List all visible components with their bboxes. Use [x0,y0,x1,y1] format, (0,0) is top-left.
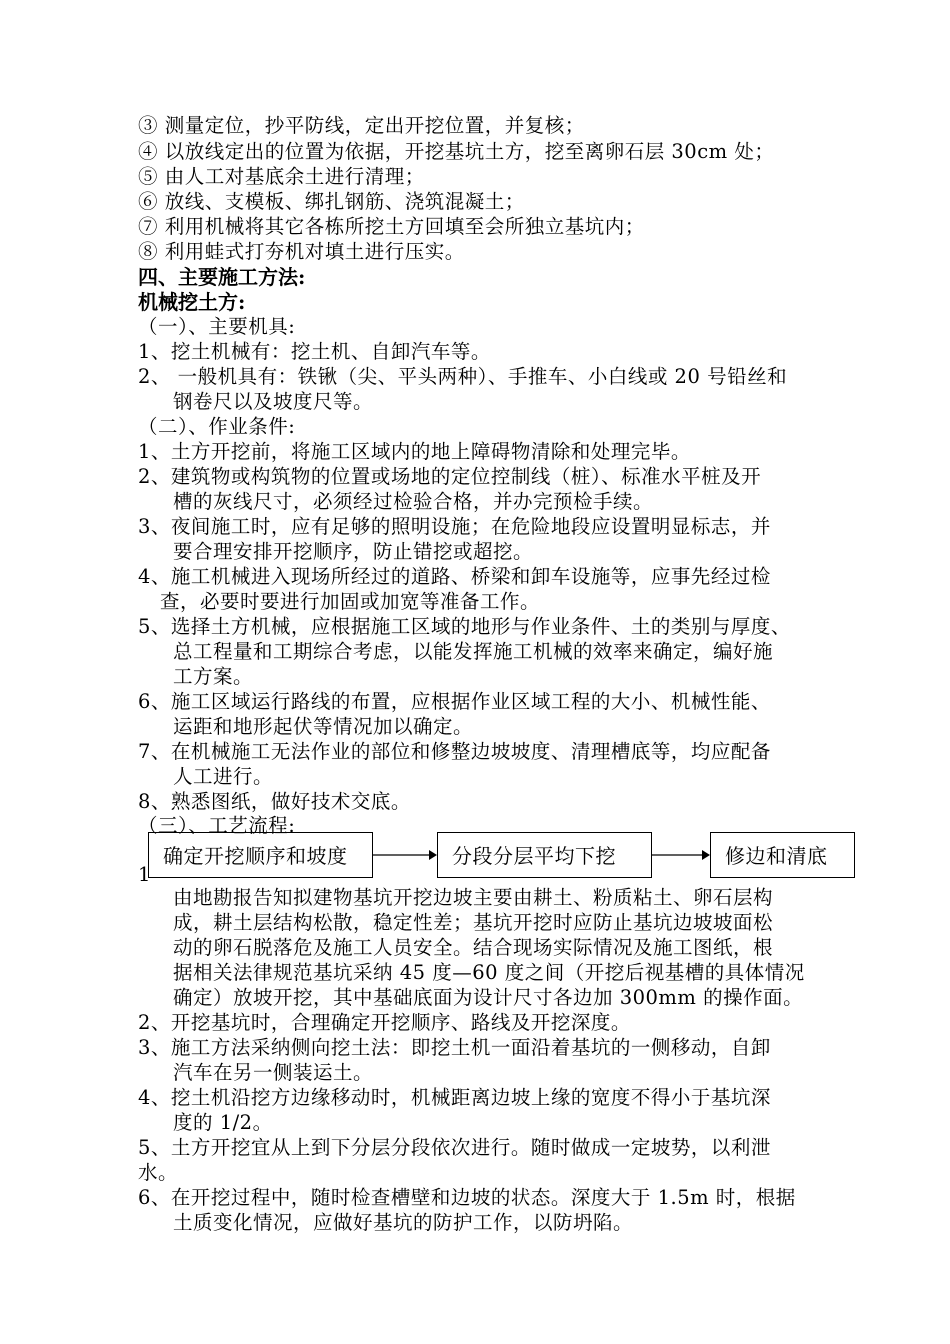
part2-item-7: 7、在机械施工无法作业的部位和修整边坡坡度、清理槽底等，均应配备 [138,740,771,763]
flow-box-3: 修边和清底 [710,832,855,878]
part1-heading: （一）、主要机具: [138,315,296,338]
part3-item-6-cont: 土质变化情况，应做好基坑的防护工作，以防坍陷。 [173,1211,634,1234]
part1-item-2-cont: 钢卷尺以及坡度尺等。 [173,390,374,413]
part2-item-5: 5、选择土方机械，应根据施工区域的地形与作业条件、土的类别与厚度、 [138,615,791,638]
part2-item-6-cont: 运距和地形起伏等情况加以确定。 [173,715,474,738]
flow-prefix: 1 [138,863,151,886]
step-7: ⑦ 利用机械将其它各栋所挖土方回填至会所独立基坑内； [138,215,645,238]
flow-box-2: 分段分层平均下挖 [437,832,652,878]
part3-item-6: 6、在开挖过程中，随时检查槽壁和边坡的状态。深度大于 1.5m 时，根据 [138,1186,796,1209]
step-6: ⑥ 放线、支模板、绑扎钢筋、浇筑混凝土； [138,190,525,213]
flow-box-1: 确定开挖顺序和坡度 [148,832,373,878]
step-3: ③ 测量定位，抄平防线，定出开挖位置，并复核； [138,114,585,137]
part2-item-1: 1、土方开挖前，将施工区域内的地上障碍物清除和处理完毕。 [138,440,691,463]
part2-item-5-cont2: 工方案。 [173,665,254,688]
section-title: 四、主要施工方法: [138,265,306,289]
part3-item-3: 3、施工方法采纳侧向挖土法：即挖土机一面沿着基坑的一侧移动，自卸 [138,1036,771,1059]
part2-heading: （二）、作业条件: [138,415,296,438]
part2-item-2: 2、建筑物或构筑物的位置或场地的定位控制线（桩）、标准水平桩及开 [138,465,762,488]
part2-item-5-cont: 总工程量和工期综合考虑，以能发挥施工机械的效率来确定，编好施 [173,640,774,663]
part3-item-4-cont: 度的 1/2。 [173,1111,273,1134]
flow-arrow-icon [373,848,437,862]
part3-item-5: 5、土方开挖宜从上到下分层分段依次进行。随时做成一定坡势，以利泄 [138,1136,771,1159]
part2-item-4-cont: 查，必要时要进行加固或加宽等准备工作。 [160,590,541,613]
part2-item-4: 4、施工机械进入现场所经过的道路、桥梁和卸车设施等，应事先经过检 [138,565,771,588]
part3-item-5-cont: 水。 [138,1161,179,1184]
part3-item-1-line-2: 成，耕土层结构松散，稳定性差；基坑开挖时应防止基坑边坡坡面松 [173,911,774,934]
flow-arrow-icon [652,848,710,862]
step-8: ⑧ 利用蛙式打夯机对填土进行压实。 [138,240,465,263]
part3-heading: （三）、工艺流程: [138,814,296,837]
part3-item-3-cont: 汽车在另一侧装运土。 [173,1061,374,1084]
subsection-title: 机械挖土方: [138,290,246,314]
part2-item-7-cont: 人工进行。 [173,765,274,788]
part2-item-3: 3、夜间施工时，应有足够的照明设施；在危险地段应设置明显标志，并 [138,515,771,538]
part2-item-6: 6、施工区域运行路线的布置，应根据作业区域工程的大小、机械性能、 [138,690,771,713]
part2-item-8: 8、熟悉图纸，做好技术交底。 [138,790,411,813]
part2-item-3-cont: 要合理安排开挖顺序，防止错挖或超挖。 [173,540,534,563]
part3-item-1-line-4: 据相关法律规范基坑采纳 45 度—60 度之间（开挖后视基槽的具体情况 [173,961,805,984]
part1-item-1: 1、挖土机械有：挖土机、自卸汽车等。 [138,340,491,363]
part3-item-4: 4、挖土机沿挖方边缘移动时，机械距离边坡上缘的宽度不得小于基坑深 [138,1086,771,1109]
part3-item-1-line-5: 确定）放坡开挖，其中基础底面为设计尺寸各边加 300mm 的操作面。 [173,986,804,1009]
step-4: ④ 以放线定出的位置为依据，开挖基坑土方，挖至离卵石层 30cm 处； [138,140,775,163]
part3-item-2: 2、开挖基坑时，合理确定开挖顺序、路线及开挖深度。 [138,1011,631,1034]
part2-item-2-cont: 槽的灰线尺寸，必须经过检验合格，并办完预检手续。 [173,490,654,513]
part1-item-2: 2、 一般机具有：铁锹（尖、平头两种）、手推车、小白线或 20 号铅丝和 [138,365,788,388]
step-5: ⑤ 由人工对基底余土进行清理； [138,165,425,188]
part3-item-1-line-1: 由地勘报告知拟建物基坑开挖边坡主要由耕土、粉质粘土、卵石层构 [173,886,774,909]
part3-item-1-line-3: 动的卵石脱落危及施工人员安全。结合现场实际情况及施工图纸，根 [173,936,774,959]
